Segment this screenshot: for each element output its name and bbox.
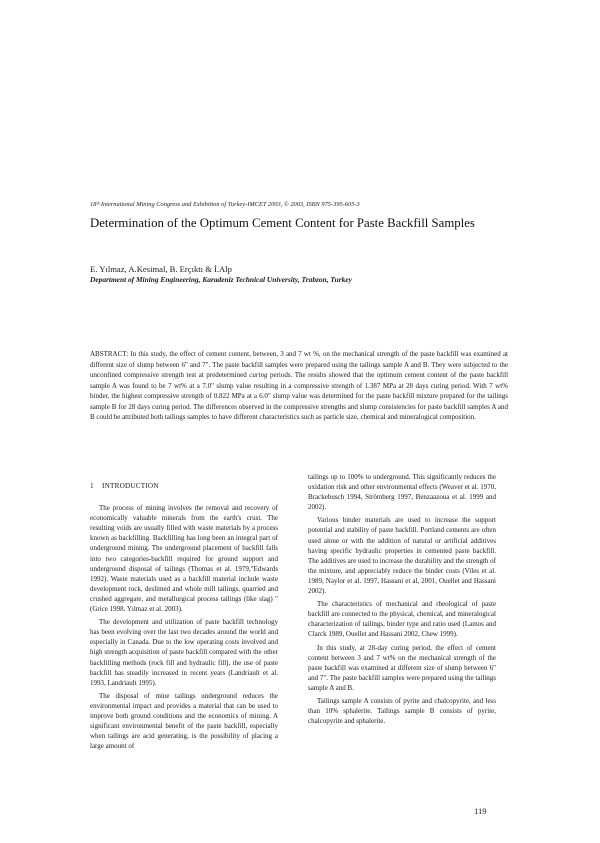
right-paragraph: In this study, at 28-day curing period, the effect of cement content between 3 and 7 wt% on the mechanical strength of the paste backfill was examined at different size of slump between 6" and 7". The paste backfill samples were prepared using the tailings sample A and B. [308,643,496,692]
section-title: INTRODUCTION [102,482,159,490]
abstract-label: ABSTRACT: [90,350,129,358]
authors: E. Yılmaz, A.Kesimal, B. Erçıktı & İ.Alp [90,264,232,274]
conference-line: 18ᵗʰ International Mining Congress and Exhibition of Turkey-IMCET 2003, © 2003, ISBN 975-395-605-3 [90,201,360,208]
right-paragraph: tailings up to 100% to underground. This significantly reduces the oxidation risk and other environmental effects (Weaver et al. 1970, Brackebusch 1994, Strömberg 1997, Benzaazoua et al. 1999 and 2002). [308,473,496,512]
left-column [90,481,278,754]
paper-title: Determination of the Optimum Cement Content for Paste Backfill Samples [90,216,475,230]
abstract-text-2: periods. The results showed that the optimum cement content of the paste backfill sample A was found to be 7 wt% at a 7.0" slump value resulting in a compressive strength of 1.387 MPa at 28 days curing period. With 7 wt% binder, the highest compressive strength of 0.822 MPa at a 6.0" slump value was determined for the paste backfill mixture prepared for the tailings sample B for 28 days curing period. The differences observed in the compressive strengths and slump consistencies for paste backfill samples A and B could be attributed both tailings samples to have different characteristics such as particle size, chemical and mineralogical composition. [90,371,509,421]
affiliation: Department of Mining Engineering, Karadeniz Technical University, Trabzon, Turkey [90,275,352,284]
left-paragraph: The disposal of mine tailings underground reduces the environmental impact and provides a material that can be used to improve both ground conditions and the economics of mining. A significant environmental benefit of the paste backfill, especially when tailings are acid generating, is the possibility of placing a large amount of [90,691,278,751]
left-paragraph: The development and utilization of paste backfill technology has been evolving over the last two decades around the world and especially in Canada. Due to the low operating costs involved and high strength acquisition of paste backfill compared with the other backfilling methods (rock fill and hydraulic fill), the use of paste backfill has steadily increased in recent years (Landriault et al. 1993, Landriault 1995). [90,618,278,687]
right-paragraph: Various binder materials are used to increase the support potential and stability of paste backfill. Portland cements are often used alone or with the addition of natural or artificial additives having specific hydraulic properties in cemented paste backfill. The additives are used to increase the durability and the strength of the mixture, and appreciably reduce the binder costs (Viles et al. 1989, Naylor et al. 1997, Hassani et al, 2001, Ouellet and Hassani 2002). [308,516,496,596]
abstract [90,349,508,423]
section-heading [90,481,278,491]
left-paragraph: The process of mining involves the removal and recovery of economically valuable minerals from the earth's crust. The resulting voids are usually filled with waste materials by a process known as backfilling. Backfilling has long been an integral part of underground mining. The underground placement of backfill falls into two categories-backfill required for ground support and underground disposal of tailings (Thomas et al. 1979,"Edwards 1992). Waste materials used as a backfill material include waste development rock, deslimed and whole mill tailings, quarried and crushed aggregate, and metallurgical process tailings (like slag) "(Grice 1998. Yılmaz et al. 2003). [90,504,278,614]
page-number: 119 [474,806,487,816]
right-paragraph: Tailings sample A consists of pyrite and chalcopyrite, and less than 10% sphalerite. Tailings sample B consists of pyrite, chalcopyrite and sphalerite. [308,696,496,726]
section-number: 1 [90,482,94,490]
abstract-text-1: In this study, the effect of cement content, between, 3 and 7 wt %, on the mechanical strength of the paste backfill was examined at different size of slump between 6" and 7". The paste backfill samples were prepared using the tailings sample A and B. They were subjected to the unconfined compressive strength test at predetermined [90,350,508,379]
right-paragraph: The characteristics of mechanical and rheological of paste backfill are connected to the physical, chemical, and mineralogical characterization of tailings, binder type and ratio used (Lamos and Clarck 1989, Ouellet and Hassani 2002, Chew 1999). [308,600,496,639]
abstract-italic-word: curing [249,371,268,379]
right-column [308,472,496,729]
